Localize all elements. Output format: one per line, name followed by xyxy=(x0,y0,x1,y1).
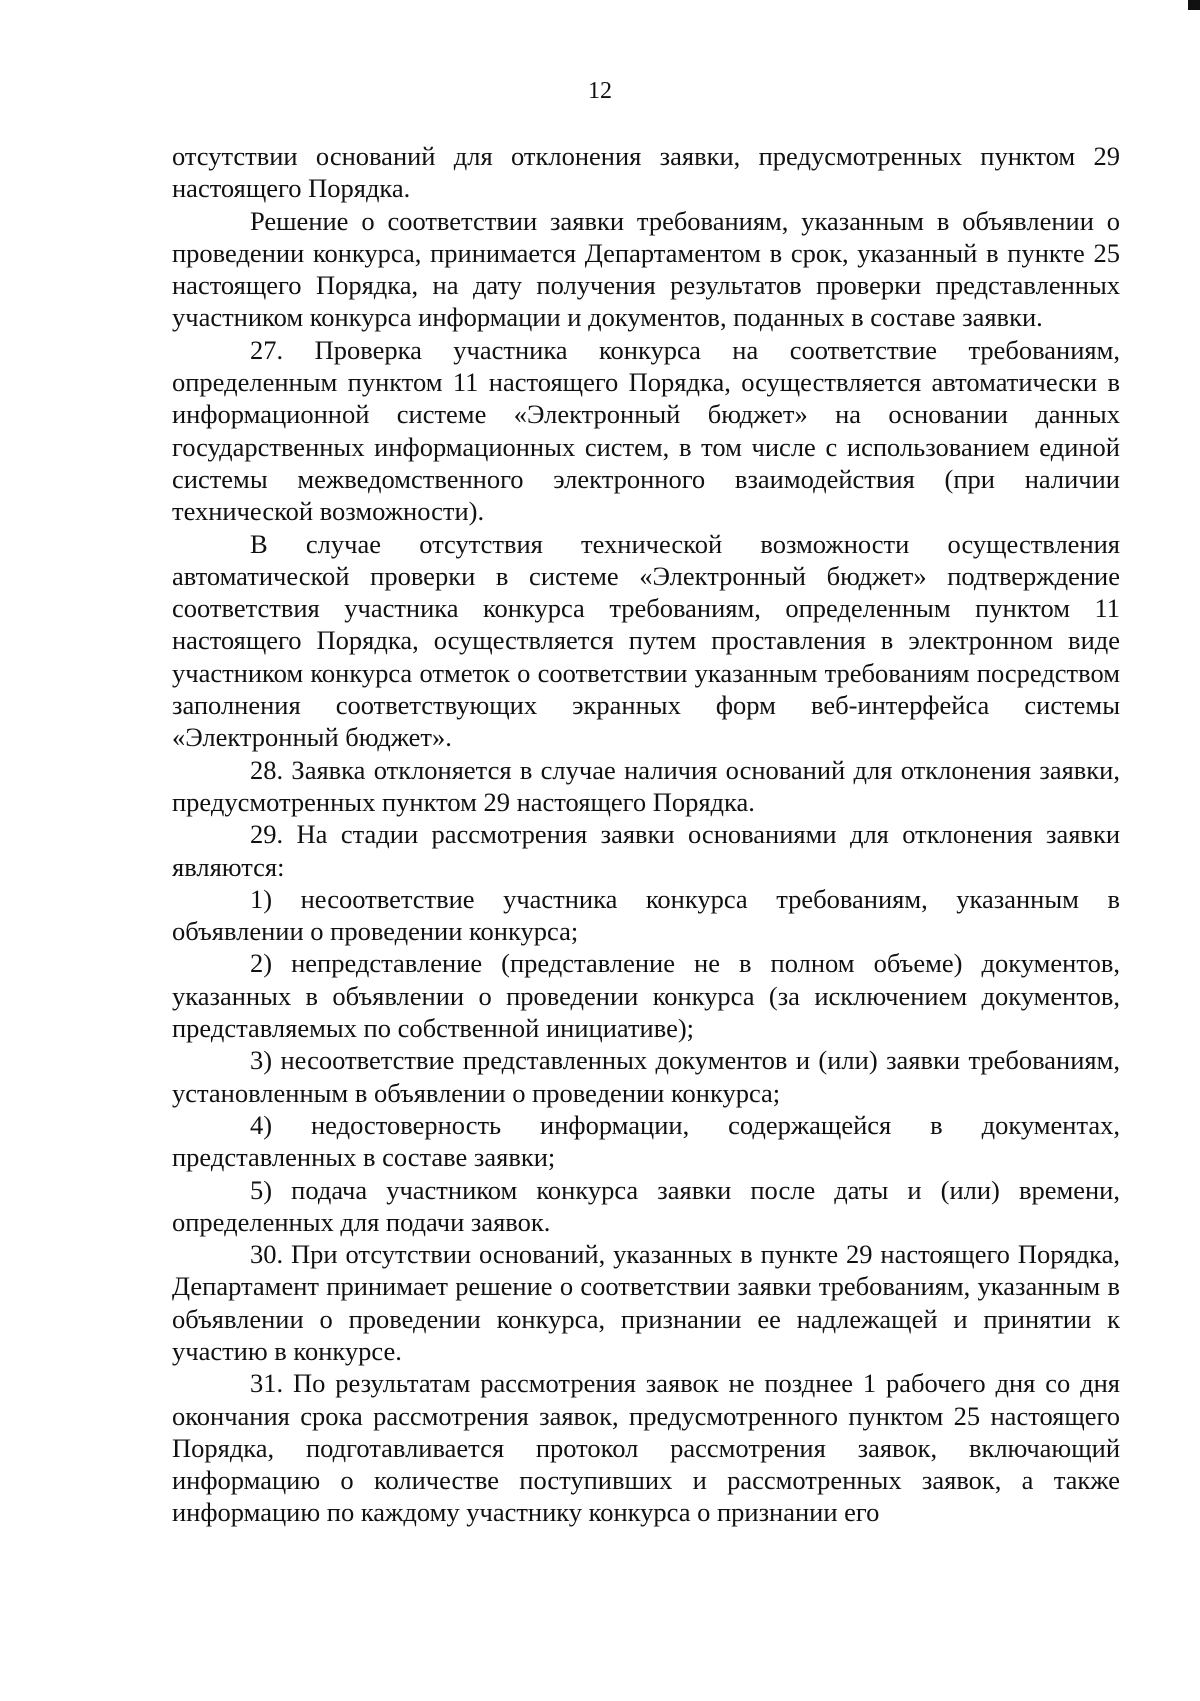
list-item: 3) несоответствие представленных документов и (или) заявки требованиям, установленным в объявлении о проведении конкурса; xyxy=(172,1045,1120,1108)
list-item: 5) подача участником конкурса заявки после даты и (или) времени, определенных для подачи заявок. xyxy=(172,1174,1120,1237)
paragraph: 29. На стадии рассмотрения заявки основаниями для отклонения заявки являются: xyxy=(172,819,1120,882)
list-item: 1) несоответствие участника конкурса требованиям, указанным в объявлении о проведении конкурса; xyxy=(172,883,1120,947)
paragraph: Решение о соответствии заявки требованиям, указанным в объявлении о проведении конкурса, принимается Департаментом в срок, указанный в пункте 25 настоящего Порядка, на дату получения результатов проверки представленных участником конкурса информации и документов, поданных в составе заявки. xyxy=(172,205,1120,333)
paragraph: 31. По результатам рассмотрения заявок не позднее 1 рабочего дня со дня окончания срока рассмотрения заявок, предусмотренного пунктом 25 настоящего Порядка, подготавливается протокол рассмотрения заявок, включающий информацию о количестве поступивших и рассмотренных заявок, а также информацию по каждому участнику конкурса о признании его xyxy=(172,1368,1120,1528)
scan-corner-mark xyxy=(1188,0,1200,10)
page-number: 12 xyxy=(588,78,612,104)
document-body xyxy=(172,140,1120,1529)
list-item: 4) недостоверность информации, содержащейся в документах, представленных в составе заявки; xyxy=(172,1109,1120,1173)
paragraph: В случае отсутствия технической возможности осуществления автоматической проверки в системе «Электронный бюджет» подтверждение соответствия участника конкурса требованиям, определенным пунктом 11 настоящего Порядка, осуществляется путем проставления в электронном виде участником конкурса отметок о соответствии указанным требованиям посредством заполнения соответствующих экранных форм веб-интерфейса системы «Электронный бюджет». xyxy=(172,528,1120,753)
list-item: 2) непредставление (представление не в полном объеме) документов, указанных в объявлении о проведении конкурса (за исключением документов, представляемых по собственной инициативе); xyxy=(172,948,1120,1044)
paragraph: 30. При отсутствии оснований, указанных в пункте 29 настоящего Порядка, Департамент принимает решение о соответствии заявки требованиям, указанным в объявлении о проведении конкурса, признании ее надлежащей и принятии к участию в конкурсе. xyxy=(172,1239,1120,1366)
paragraph: отсутствии оснований для отклонения заявки, предусмотренных пунктом 29 настоящего Порядка. xyxy=(172,141,1120,204)
paragraph: 27. Проверка участника конкурса на соответствие требованиям, определенным пунктом 11 настоящего Порядка, осуществляется автоматически в информационной системе «Электронный бюджет» на основании данных государственных информационных систем, в том числе с использованием единой системы межведомственного электронного взаимодействия (при наличии технической возможности). xyxy=(172,334,1120,527)
paragraph: 28. Заявка отклоняется в случае наличия оснований для отклонения заявки, предусмотренных пунктом 29 настоящего Порядка. xyxy=(172,754,1120,817)
